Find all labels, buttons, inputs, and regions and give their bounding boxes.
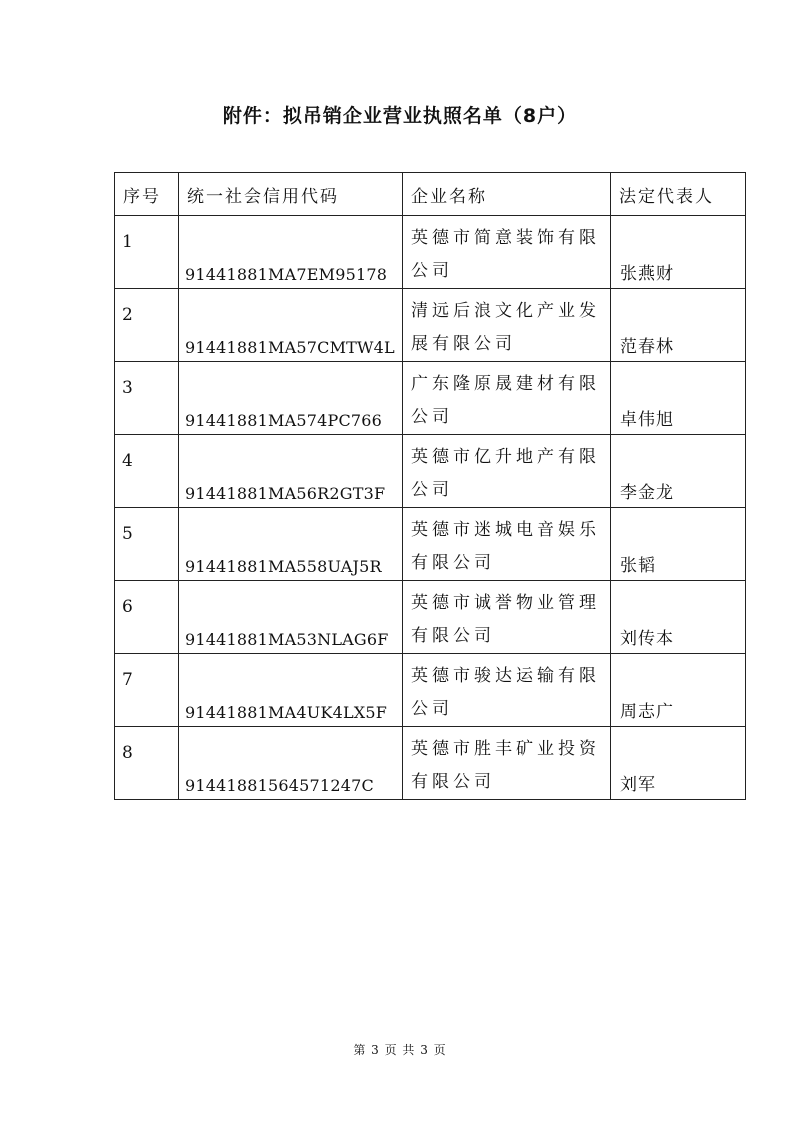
row-seq: 1: [122, 232, 133, 252]
row-company-name: 英德市胜丰矿业投资有限公司: [411, 739, 600, 792]
row-seq: 6: [122, 597, 133, 617]
row-legal-representative: 刘军: [620, 775, 656, 795]
row-credit-code: 91441881MA574PC766: [185, 411, 383, 430]
table-row: [115, 727, 746, 800]
revocation-table: [114, 172, 746, 800]
page-footer: 第 3 页 共 3 页: [353, 1043, 447, 1057]
row-company-name: 英德市诚誉物业管理有限公司: [411, 593, 600, 646]
table-row: [115, 508, 746, 581]
row-seq: 8: [122, 743, 133, 763]
table-row: [115, 435, 746, 508]
row-credit-code: 91441881MA4UK4LX5F: [185, 703, 388, 722]
row-legal-representative: 刘传本: [620, 629, 674, 649]
row-credit-code: 91441881MA558UAJ5R: [185, 557, 382, 576]
table-row: [115, 654, 746, 727]
row-legal-representative: 卓伟旭: [620, 410, 674, 430]
header-company-name: 企业名称: [403, 173, 611, 216]
row-legal-representative: 张燕财: [620, 264, 674, 284]
document-title: 附件：拟吊销企业营业执照名单（8户）: [222, 105, 578, 127]
row-credit-code: 91441881MA7EM95178: [185, 265, 388, 284]
row-seq: 7: [122, 670, 133, 690]
row-legal-representative: 李金龙: [620, 483, 674, 503]
table-row: [115, 581, 746, 654]
table-header-row: [115, 173, 746, 216]
table-row: [115, 216, 746, 289]
table-row: [115, 289, 746, 362]
row-seq: 5: [122, 524, 133, 544]
row-credit-code: 91441881MA57CMTW4L: [185, 338, 395, 357]
row-company-name: 英德市亿升地产有限公司: [411, 447, 600, 500]
row-credit-code: 91441881564571247C: [185, 776, 374, 795]
row-seq: 2: [122, 305, 133, 325]
row-company-name: 广东隆原晟建材有限公司: [411, 374, 600, 427]
row-company-name: 英德市简意装饰有限公司: [411, 228, 600, 281]
row-company-name: 英德市迷城电音娱乐有限公司: [411, 520, 600, 573]
row-company-name: 英德市骏达运输有限公司: [411, 666, 600, 719]
row-legal-representative: 张韬: [620, 556, 656, 576]
row-legal-representative: 周志广: [620, 702, 674, 722]
header-seq: 序号: [115, 173, 179, 216]
header-credit-code: 统一社会信用代码: [179, 173, 403, 216]
table-row: [115, 362, 746, 435]
row-seq: 4: [122, 451, 133, 471]
header-legal-representative: 法定代表人: [611, 173, 746, 216]
row-seq: 3: [122, 378, 133, 398]
row-company-name: 清远后浪文化产业发展有限公司: [411, 301, 600, 354]
row-credit-code: 91441881MA53NLAG6F: [185, 630, 389, 649]
row-credit-code: 91441881MA56R2GT3F: [185, 484, 386, 503]
row-legal-representative: 范春林: [620, 337, 674, 357]
